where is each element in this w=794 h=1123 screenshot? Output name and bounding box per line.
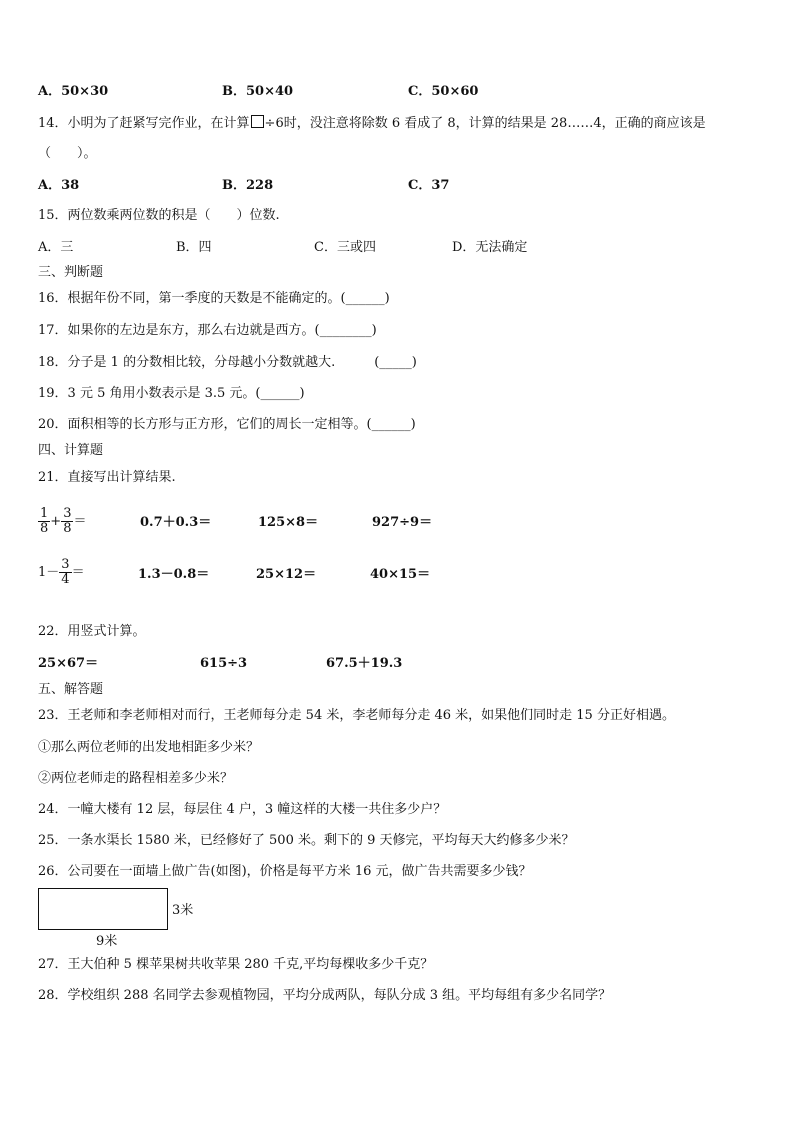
section-heading-5: 五、解答题 — [38, 682, 104, 697]
question-23: 23．王老师和李老师相对而行，王老师每分走 54 米，李老师每分走 46 米，如果他们同时走 15 分正好相遇。 — [38, 708, 675, 723]
question-24: 24．一幢大楼有 12 层，每层住 4 户，3 幢这样的大楼一共住多少户？ — [38, 802, 447, 817]
denominator: 8 — [40, 521, 49, 536]
equals-sign: ＝ — [71, 565, 85, 580]
question-18: 18．分子是 1 的分数相比较，分母越小分数就越大. (_____) — [38, 355, 417, 370]
width-label: 9米 — [96, 934, 118, 949]
fraction-expression-2 — [38, 557, 85, 591]
height-label: 3米 — [172, 903, 194, 918]
equals-sign: ＝ — [73, 514, 87, 529]
denominator: 8 — [63, 521, 72, 536]
question-27: 27．王大伯种 5 棵苹果树共收苹果 280 千克,平均每棵收多少千克？ — [38, 957, 434, 972]
denominator: 4 — [61, 572, 70, 587]
calc-item: 0.7＋0.3＝ — [140, 515, 212, 530]
wall-rectangle — [38, 888, 168, 930]
calc-item: 615÷3 — [200, 656, 248, 671]
calc-item: 927÷9＝ — [372, 515, 433, 530]
question-15: 15．两位数乘两位数的积是（ ）位数. — [38, 208, 280, 223]
section-heading-3: 三、判断题 — [38, 265, 104, 280]
option-b: B．228 — [222, 178, 274, 193]
question-14-answer-blank: （ ）。 — [38, 146, 97, 161]
question-23-sub-2: ②两位老师走的路程相差多少米？ — [38, 771, 234, 786]
question-26: 26．公司要在一面墙上做广告(如图)，价格是每平方米 16 元，做广告共需要多少钱？ — [38, 864, 532, 879]
fraction — [38, 507, 50, 536]
option-b: B．50×40 — [222, 84, 294, 99]
option-c: C．50×60 — [408, 84, 479, 99]
question-22: 22．用竖式计算。 — [38, 624, 146, 639]
calc-item: 40×15＝ — [370, 567, 431, 582]
question-14-text-b: ÷6时，没注意将除数 6 看成了 8，计算的结果是 28……4，正确的商应该是 — [264, 116, 706, 131]
question-25: 25．一条水渠长 1580 米，已经修好了 500 米。剩下的 9 天修完，平均每天大约修多少米？ — [38, 833, 575, 848]
calc-item: 25×67＝ — [38, 656, 99, 671]
calc-item: 25×12＝ — [256, 567, 317, 582]
fraction — [61, 507, 73, 536]
calc-item: 1.3－0.8＝ — [138, 567, 210, 582]
question-16: 16．根据年份不同，第一季度的天数是不能确定的。(______) — [38, 291, 390, 306]
question-14 — [38, 115, 706, 132]
minuend: 1－ — [38, 565, 60, 580]
section-heading-4: 四、计算题 — [38, 443, 104, 458]
numerator: 3 — [61, 557, 70, 572]
numerator: 1 — [40, 506, 49, 521]
question-14-text-a: 14．小明为了赶紧写完作业，在计算 — [38, 116, 250, 131]
blank-box-icon — [251, 115, 264, 128]
calc-item: 67.5＋19.3 — [326, 656, 403, 671]
question-19: 19．3 元 5 角用小数表示是 3.5 元。(______) — [38, 386, 305, 401]
option-d: D．无法确定 — [452, 240, 528, 255]
question-21: 21．直接写出计算结果. — [38, 470, 176, 485]
numerator: 3 — [63, 506, 72, 521]
option-a: A．38 — [38, 178, 80, 193]
option-c: C．三或四 — [314, 240, 376, 255]
question-17: 17．如果你的左边是东方，那么右边就是西方。(________) — [38, 323, 377, 338]
calc-item: 125×8＝ — [258, 515, 319, 530]
question-28: 28．学校组织 288 名同学去参观植物园，平均分成两队，每队分成 3 组。平均每组有多少名同学？ — [38, 988, 612, 1003]
option-b: B．四 — [176, 240, 212, 255]
option-c: C．37 — [408, 178, 450, 193]
option-a: A．50×30 — [38, 84, 109, 99]
option-a: A．三 — [38, 240, 74, 255]
fraction — [59, 558, 71, 587]
question-20: 20．面积相等的长方形与正方形，它们的周长一定相等。(______) — [38, 417, 416, 432]
question-23-sub-1: ①那么两位老师的出发地相距多少米？ — [38, 740, 260, 755]
plus-sign: + — [50, 514, 62, 529]
fraction-expression-1 — [38, 506, 86, 540]
